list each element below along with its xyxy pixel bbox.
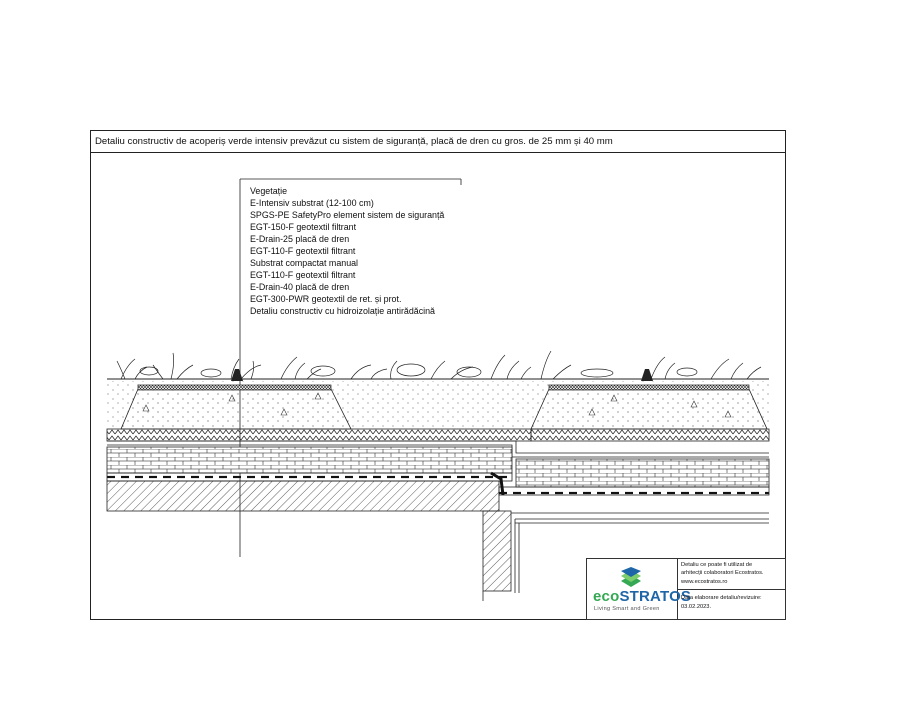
revision-date: 03.02.2023. [681, 604, 712, 610]
layer-label: Substrat compactat manual [250, 258, 359, 268]
layer-label: Detaliu constructiv cu hidroizolație antirădăcină [250, 306, 435, 316]
ecostratos-logo-icon [617, 567, 647, 587]
plant-icon [117, 351, 761, 379]
layer-label: Vegetație [250, 186, 288, 196]
info-line: Data elaborare detaliu/revizuire: [681, 595, 762, 601]
layer-label: EGT-150-F geotextil filtrant [250, 222, 357, 232]
info-line: arhitecții colaboratori Ecostratos. [681, 570, 764, 576]
info-panel [677, 559, 785, 619]
title-block [586, 558, 786, 620]
section-drawing [91, 153, 785, 619]
layer-label: E-Drain-40 placă de dren [250, 282, 350, 292]
layer-label: EGT-110-F geotextil filtrant [250, 246, 356, 256]
detail-sheet [90, 130, 786, 620]
layer-label: EGT-300-PWR geotextil de ret. și prot. [250, 294, 402, 304]
layer-label: SPGS-PE SafetyPro element sistem de siguranță [250, 210, 445, 220]
divider [677, 589, 785, 590]
brand-logo [587, 559, 692, 619]
info-line: Detaliu ce poate fi utilizat de [681, 562, 753, 568]
brand-name: ecoSTRATOS [593, 588, 692, 605]
drawing-title: Detaliu constructiv de acoperiș verde intensiv prevăzut cu sistem de siguranță, placă de dren cu gros. de 25 mm și 40 mm [91, 131, 785, 153]
website-link[interactable]: www.ecostratos.ro [681, 579, 728, 585]
layer-label: EGT-110-F geotextil filtrant [250, 270, 356, 280]
layer-label: E-Intensiv substrat (12-100 cm) [250, 198, 374, 208]
brand-tagline: Living Smart and Green [594, 606, 660, 612]
layer-label: E-Drain-25 placă de dren [250, 234, 350, 244]
